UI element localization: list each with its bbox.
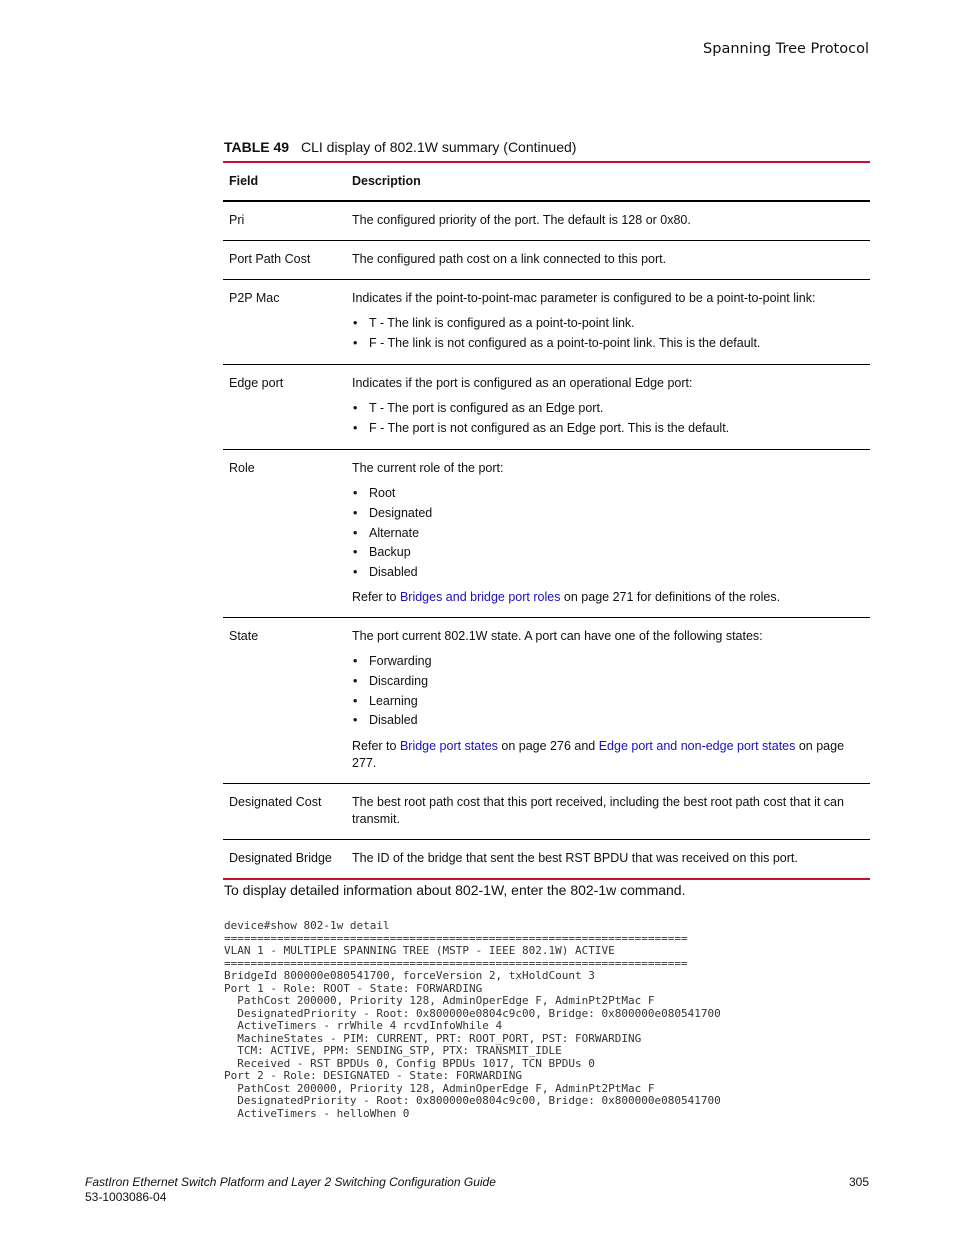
body-paragraph: To display detailed information about 802-1W, enter the 802-1w command. — [224, 882, 686, 898]
description-text: The port current 802.1W state. A port can have one of the following states: — [352, 629, 763, 644]
field-cell: P2P Mac — [229, 291, 280, 305]
description-cell — [352, 365, 870, 449]
cross-reference — [352, 589, 862, 606]
field-cell: Designated Bridge — [229, 850, 332, 865]
table-row — [223, 450, 870, 618]
table-row — [223, 618, 870, 783]
description-cell: The best root path cost that this port received, including the best root path cost that it can transmit. — [352, 794, 844, 826]
bullet-item: • Designated — [352, 504, 862, 524]
header-field: Field — [229, 174, 259, 188]
bullet-item: • Learning — [352, 692, 862, 712]
table-row — [223, 202, 870, 241]
description-cell: The configured priority of the port. The default is 128 or 0x80. — [352, 213, 691, 227]
bullet-item: • Forwarding — [352, 652, 862, 672]
link-bridge-port-states[interactable]: Bridge port states — [399, 738, 498, 753]
description-cell: The configured path cost on a link connected to this port. — [352, 252, 667, 266]
field-cell: Role — [229, 461, 255, 476]
table-row — [223, 365, 870, 450]
bullet-list — [352, 399, 862, 438]
bullet-item: • F - The port is not configured as an Edge port. This is the default. — [352, 419, 862, 439]
field-cell: State — [229, 629, 259, 644]
table-title: CLI display of 802.1W summary (Continued) — [300, 139, 577, 155]
bullet-item: • F - The link is not configured as a point-to-point link. This is the default. — [352, 334, 862, 354]
page-number: 305 — [848, 1175, 869, 1189]
description-text: The current role of the port: — [352, 461, 504, 476]
description-text: Indicates if the port is configured as an operational Edge port: — [352, 376, 693, 391]
bullet-item: • T - The link is configured as a point-to-point link. — [352, 314, 862, 334]
header-description: Description — [352, 174, 421, 188]
field-cell: Designated Cost — [229, 794, 322, 809]
description-cell — [352, 450, 870, 617]
bullet-item: • Backup — [352, 543, 862, 563]
field-description-table — [223, 161, 870, 880]
table-row — [223, 280, 870, 365]
refer-text: Refer to — [352, 738, 400, 753]
bullet-item: • Discarding — [352, 672, 862, 692]
running-header: Spanning Tree Protocol — [703, 41, 869, 57]
refer-text: on page 271 for definitions of the roles. — [560, 590, 781, 605]
link-bridges-port-roles[interactable]: Bridges and bridge port roles — [399, 590, 561, 605]
footer-doc-title: FastIron Ethernet Switch Platform and Layer 2 Switching Configuration Guide — [85, 1175, 496, 1189]
description-text: Indicates if the point-to-point-mac parameter is configured to be a point-to-point link: — [352, 291, 816, 305]
cli-output-block: device#show 802-1w detail ====================================================================== VLAN 1 - MULTIPLE SPANNING TREE (MSTP - IEEE 802.1W) ACTIVE ====================================================================== BridgeId 800000e080541700, forceVersion 2, txHoldCount 3 Port 1 - Role: ROOT - State: FORWARDING PathCost 200000, Priority 128, AdminOperEdge F, AdminPt2PtMac F DesignatedPriority - Root: 0x800000e0804c9c00, Bridge: 0x800000e080541700 ActiveTimers - rrWhile 4 rcvdInfoWhile 4 MachineStates - PIM: CURRENT, PRT: ROOT_PORT, PST: FORWARDING TCM: ACTIVE, PPM: SENDING_STP, PTX: TRANSMIT_IDLE Received - RST BPDUs 0, Config BPDUs 1017, TCN BPDUs 0 Port 2 - Role: DESIGNATED - State: FORWARDING PathCost 200000, Priority 128, AdminOperEdge F, AdminPt2PtMac F DesignatedPriority - Root: 0x800000e0804c9c00, Bridge: 0x800000e080541700 ActiveTimers - helloWhen 0 — [224, 919, 721, 1120]
link-edge-port-states[interactable]: Edge port and non-edge port states — [598, 738, 796, 753]
bullet-list — [352, 484, 862, 582]
table-row — [223, 241, 870, 280]
bullet-item: • T - The port is configured as an Edge port. — [352, 399, 862, 419]
table-row — [223, 784, 870, 840]
bullet-list — [352, 652, 862, 730]
refer-text: Refer to — [352, 590, 400, 605]
table-header-row — [223, 163, 870, 202]
refer-text: on page 277. — [352, 738, 845, 770]
bullet-list — [352, 314, 862, 353]
description-cell — [352, 280, 870, 364]
footer-doc-info — [85, 1175, 496, 1205]
table-caption — [224, 139, 576, 155]
field-cell: Port Path Cost — [229, 252, 311, 266]
field-cell: Pri — [229, 213, 245, 227]
description-cell: The ID of the bridge that sent the best RST BPDU that was received on this port. — [352, 850, 798, 865]
description-cell — [352, 618, 870, 782]
footer-doc-number: 53-1003086-04 — [85, 1190, 167, 1204]
bullet-item: • Disabled — [352, 563, 862, 583]
refer-text: on page 276 and — [497, 738, 599, 753]
table-number: TABLE 49 — [224, 139, 290, 155]
cross-reference — [352, 738, 862, 772]
bullet-item: • Alternate — [352, 524, 862, 544]
field-cell: Edge port — [229, 376, 284, 391]
table-row — [223, 840, 870, 878]
bullet-item: • Root — [352, 484, 862, 504]
bullet-item: • Disabled — [352, 711, 862, 731]
